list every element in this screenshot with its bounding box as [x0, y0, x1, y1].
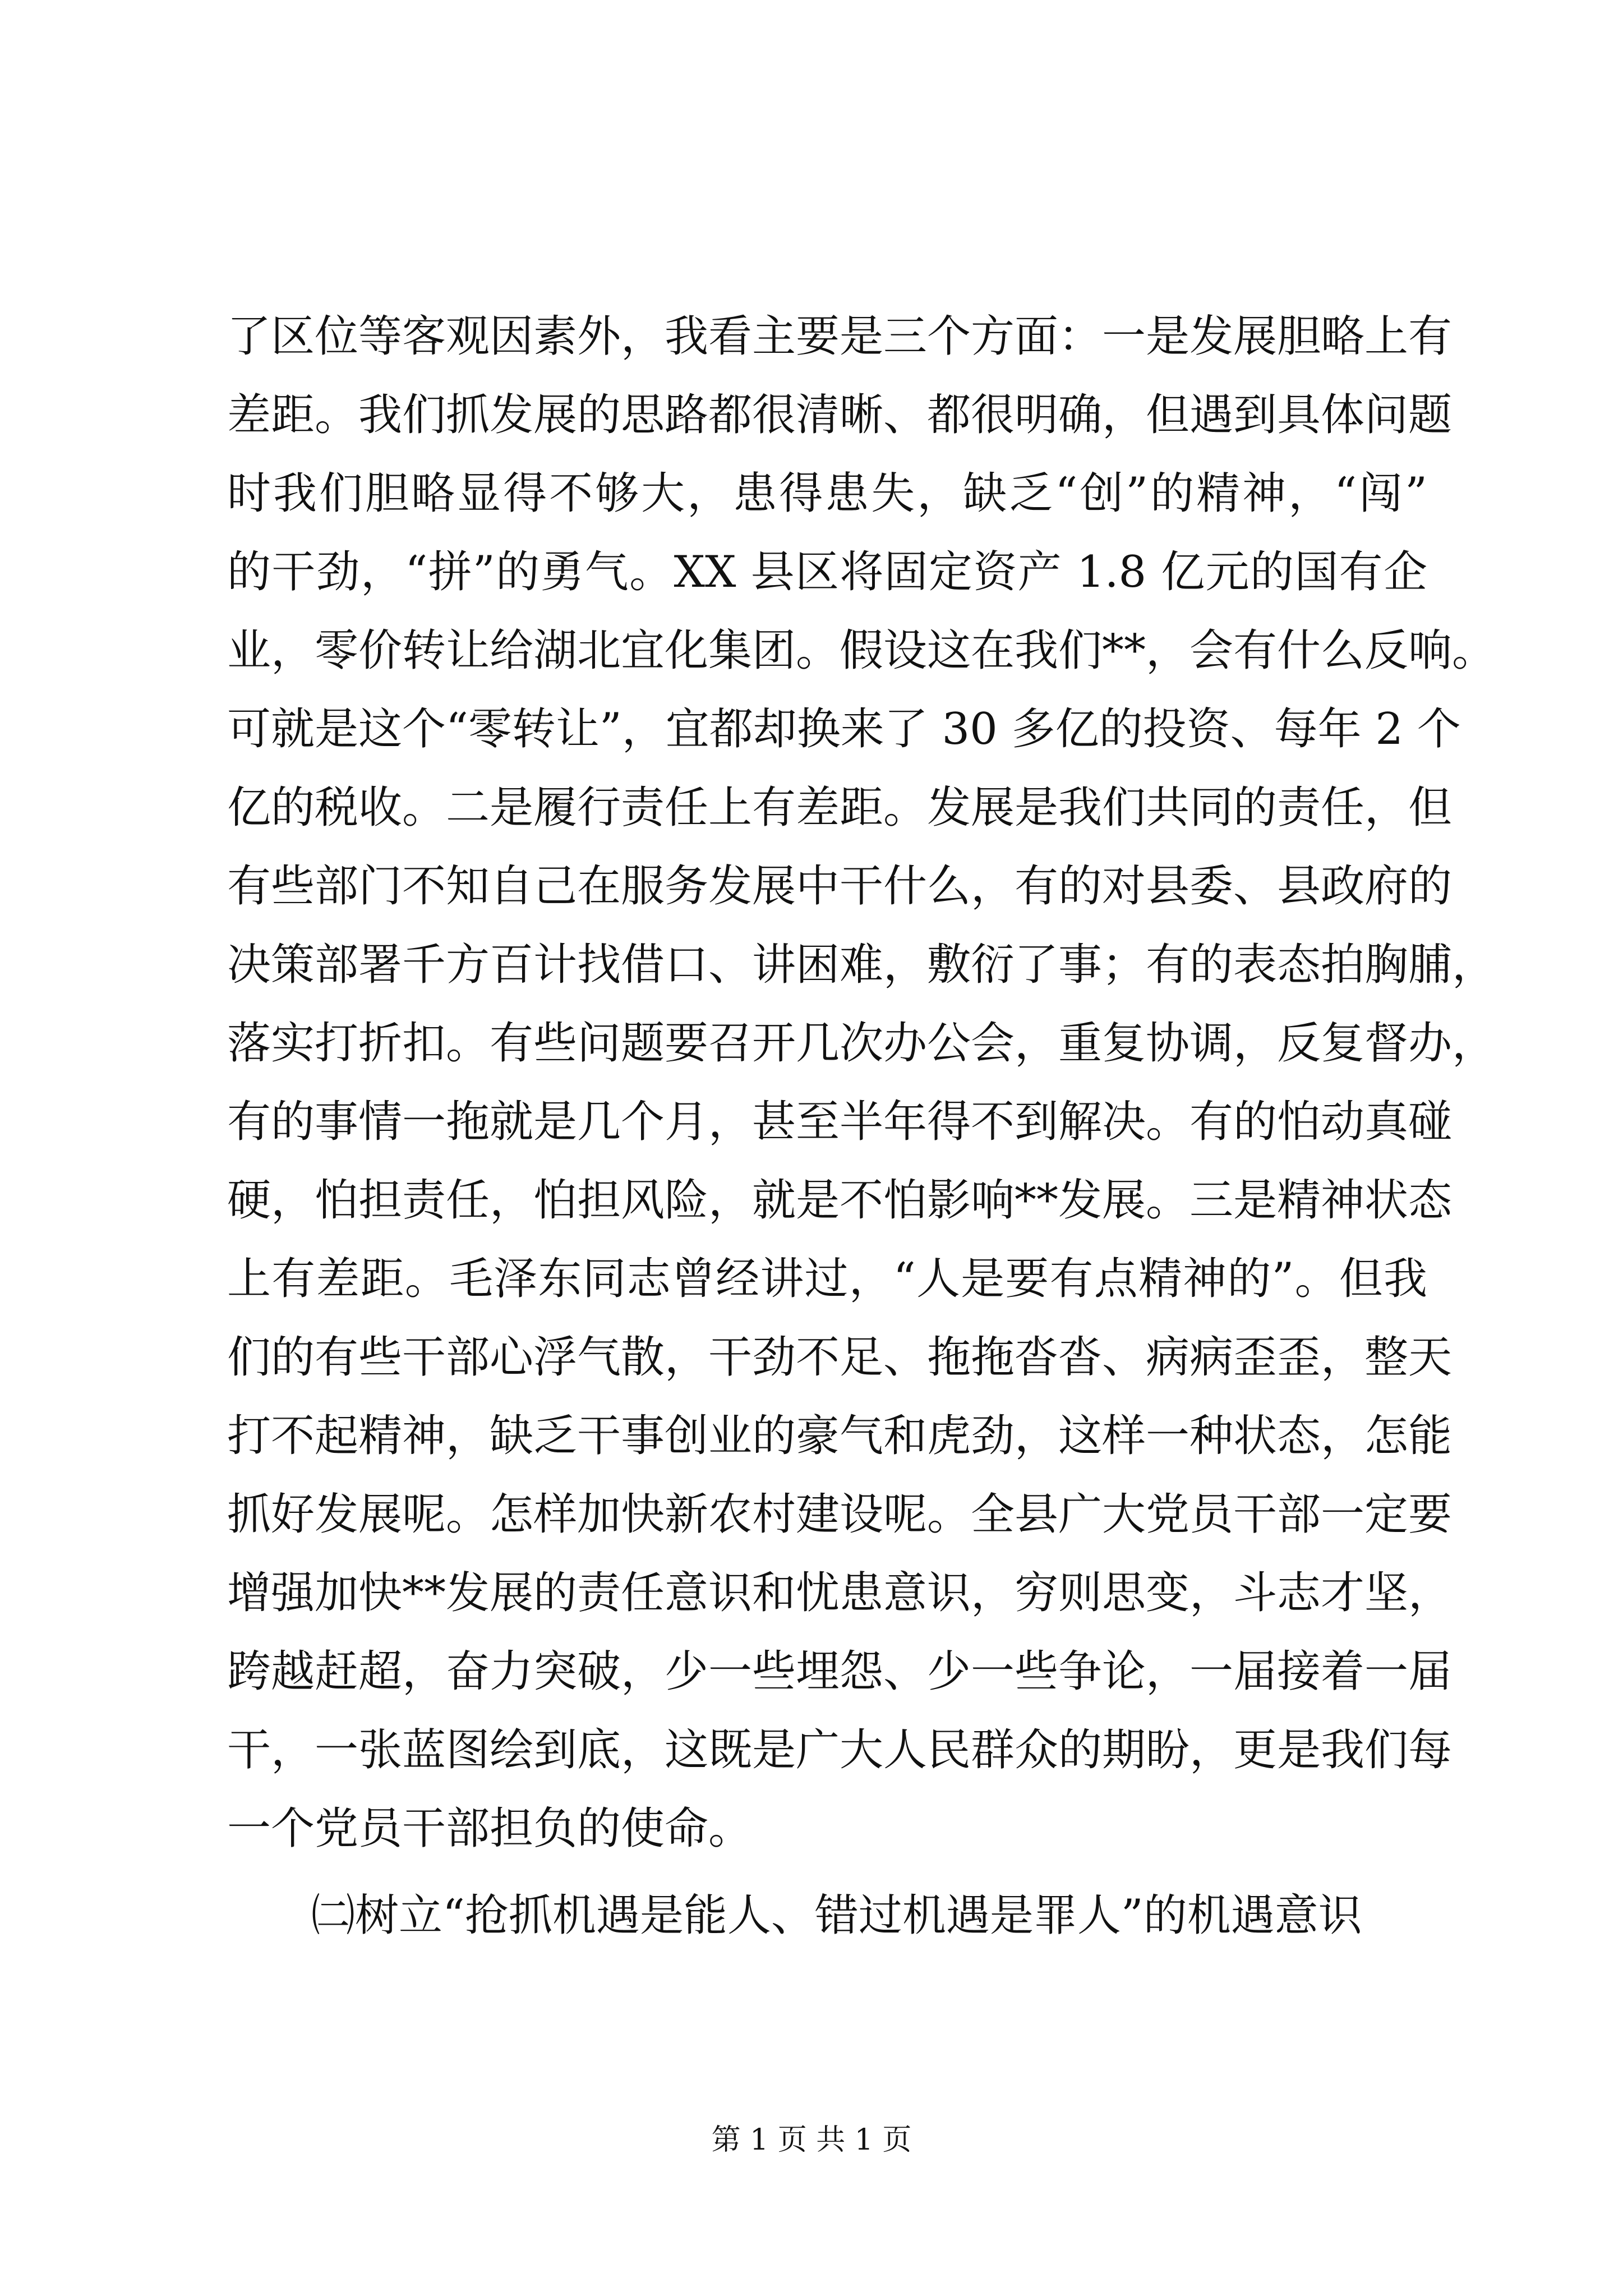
- body-line-3: 时我们胆略显得不够大，患得患失，缺乏“创”的精神，“闯”: [227, 468, 1427, 519]
- body-line-19: 干，一张蓝图绘到底，这既是广大人民群众的期盼，更是我们每: [227, 1725, 1453, 1775]
- section-heading: ㈡树立“抢抓机遇是能人、错过机遇是罪人”的机遇意识: [311, 1890, 1362, 1941]
- body-line-15: 打不起精神，缺乏干事创业的豪气和虎劲，这样一种状态，怎能: [227, 1411, 1453, 1461]
- body-line-1: 了区位等客观因素外，我看主要是三个方面：一是发展胆略上有: [227, 311, 1453, 362]
- body-line-13: 上有差距。毛泽东同志曾经讲过，“人是要有点精神的”。但我: [227, 1254, 1427, 1304]
- body-line-18: 跨越赶超，奋力突破，少一些埋怨、少一些争论，一届接着一届: [227, 1646, 1453, 1697]
- body-line-16: 抓好发展呢。怎样加快新农村建设呢。全县广大党员干部一定要: [227, 1489, 1453, 1540]
- body-line-6: 可就是这个“零转让”，宜都却换来了 30 多亿的投资、每年 2 个: [227, 704, 1461, 754]
- body-line-8: 有些部门不知自己在服务发展中干什么，有的对县委、县政府的: [227, 861, 1453, 912]
- body-line-17: 增强加快**发展的责任意识和忧患意识，穷则思变，斗志才坚，: [227, 1568, 1453, 1618]
- body-line-14: 们的有些干部心浮气散，干劲不足、拖拖沓沓、病病歪歪，整天: [227, 1332, 1453, 1383]
- body-line-11: 有的事情一拖就是几个月，甚至半年得不到解决。有的怕动真碰: [227, 1097, 1453, 1147]
- body-line-2: 差距。我们抓发展的思路都很清晰、都很明确，但遇到具体问题: [227, 390, 1453, 440]
- body-line-20: 一个党员干部担负的使命。: [227, 1803, 753, 1854]
- body-line-7: 亿的税收。二是履行责任上有差距。发展是我们共同的责任，但: [227, 783, 1453, 833]
- body-line-5: 业，零价转让给湖北宜化集团。假设这在我们**，会有什么反响。: [227, 625, 1496, 676]
- body-line-12: 硬，怕担责任，怕担风险，就是不怕影响**发展。三是精神状态: [227, 1175, 1453, 1226]
- page-footer: 第 1 页 共 1 页: [711, 2123, 912, 2157]
- body-line-10: 落实打折扣。有些问题要召开几次办公会，重复协调，反复督办，: [227, 1018, 1496, 1069]
- body-line-4: 的干劲，“拼”的勇气。XX 县区将固定资产 1.8 亿元的国有企: [227, 547, 1427, 597]
- body-line-9: 决策部署千方百计找借口、讲困难，敷衍了事；有的表态拍胸脯，: [227, 940, 1496, 990]
